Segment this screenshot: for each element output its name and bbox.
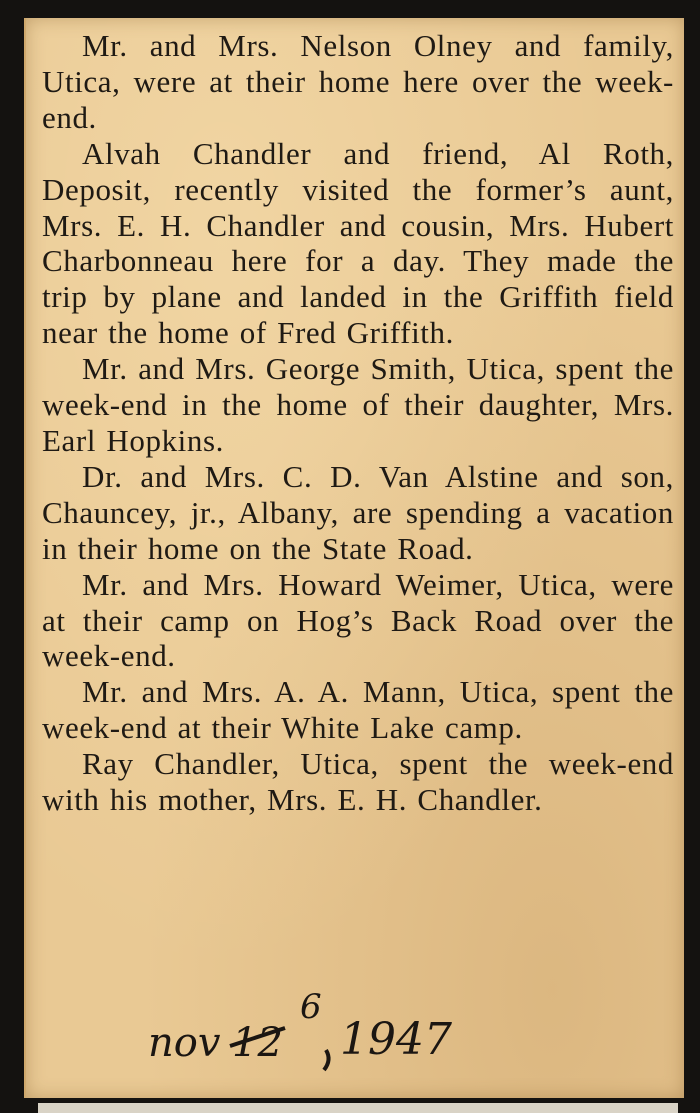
mounting-paper-edge: [38, 1103, 678, 1113]
article-body: [42, 28, 674, 818]
handwritten-comma: [324, 1050, 329, 1070]
paragraph-olney: Mr. and Mrs. Nelson Olney and family, Utica, were at their home here over the week-end.: [42, 28, 674, 135]
paragraph-van-alstine: Dr. and Mrs. C. D. Van Alstine and son, Chauncey, jr., Albany, are spending a vacation in their home on the State Road.: [42, 458, 674, 566]
paragraph-chandler-roth: Alvah Chandler and friend, Al Roth, Deposit, recently visited the former’s aunt, Mrs. E. H. Chandler and cousin, Mrs. Hubert Charbonneau here for a day. They made the trip by plane and landed in the Griffith field near the home of Fred Griffith.: [42, 135, 674, 351]
handwritten-month: nov: [148, 1020, 221, 1066]
handwritten-day: 12: [232, 1020, 283, 1066]
paragraph-weimer: Mr. and Mrs. Howard Weimer, Utica, were at their camp on Hog’s Back Road over the week-end.: [42, 566, 674, 674]
paragraph-ray-chandler: Ray Chandler, Utica, spent the week-end with his mother, Mrs. E. H. Chandler.: [42, 746, 674, 818]
newspaper-clipping: [24, 18, 684, 1098]
paragraph-smith: Mr. and Mrs. George Smith, Utica, spent the week-end in the home of their daughter, Mrs. Earl Hopkins.: [42, 351, 674, 458]
handwritten-date: [120, 984, 500, 1074]
handwritten-date-svg: [120, 984, 500, 1074]
handwritten-year: 1947: [340, 1014, 452, 1065]
paragraph-mann: Mr. and Mrs. A. A. Mann, Utica, spent the week-end at their White Lake camp.: [42, 674, 674, 746]
handwritten-day-correction: 6: [300, 987, 322, 1027]
